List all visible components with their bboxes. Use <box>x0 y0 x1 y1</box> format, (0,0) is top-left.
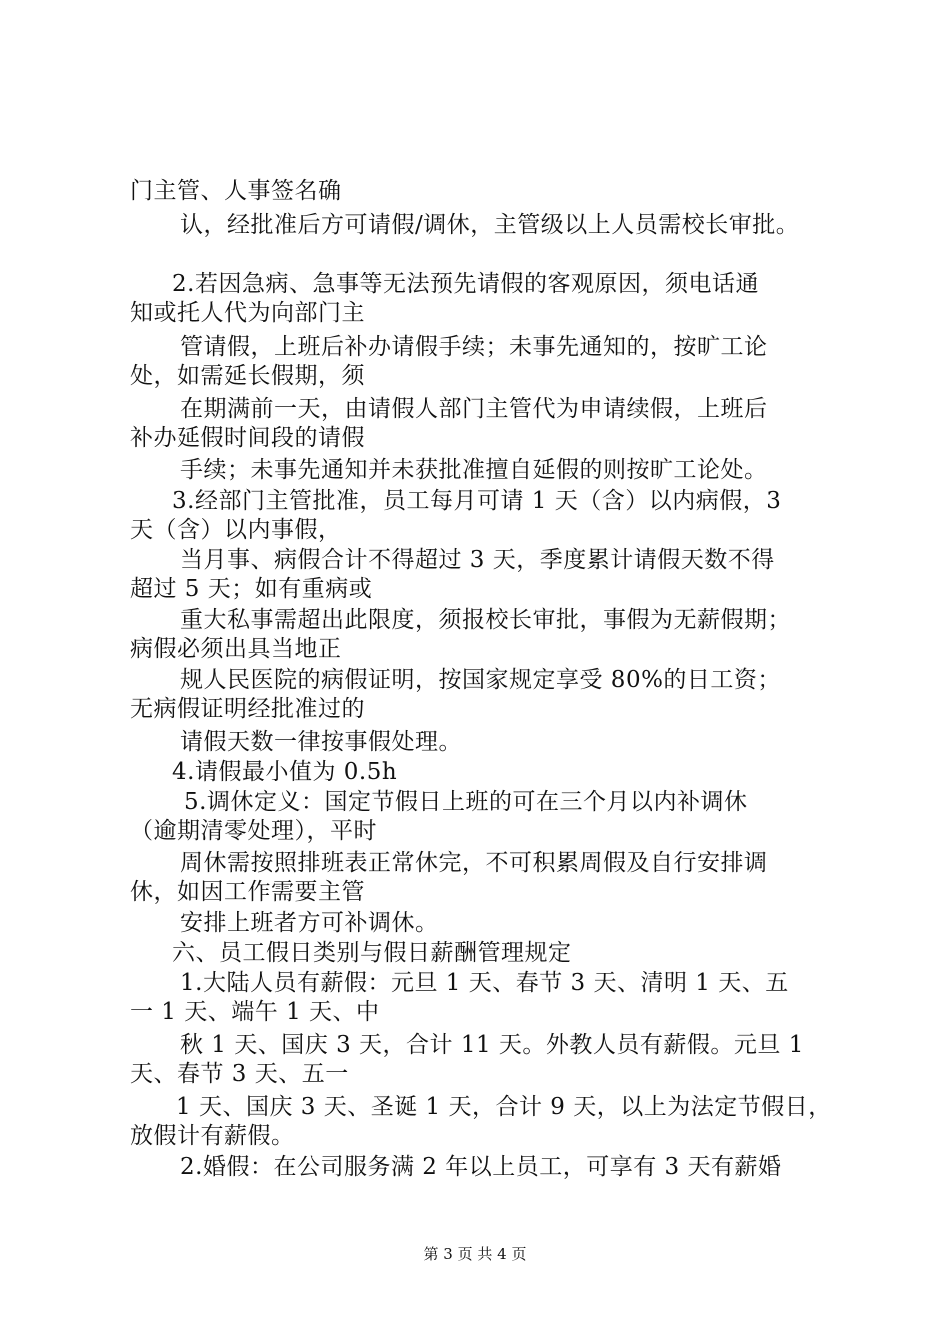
text-line: 补办延假时间段的请假 <box>130 425 365 451</box>
section-heading: 六、员工假日类别与假日薪酬管理规定 <box>172 940 572 966</box>
text-line: 1 天、国庆 3 天、圣诞 1 天，合计 9 天，以上为法定节假日， <box>176 1094 832 1120</box>
text-line: 无病假证明经批准过的 <box>130 696 365 722</box>
text-line: 超过 5 天；如有重病或 <box>130 576 373 602</box>
text-line: 1.大陆人员有薪假：元旦 1 天、春节 3 天、清明 1 天、五 <box>180 970 789 996</box>
text-line: 病假必须出具当地正 <box>130 636 342 662</box>
text-line: 天、春节 3 天、五一 <box>130 1061 349 1087</box>
text-line: 处，如需延长假期，须 <box>130 363 365 389</box>
text-line: 请假天数一律按事假处理。 <box>180 729 462 755</box>
text-line: 放假计有薪假。 <box>130 1123 295 1149</box>
text-line: 4.请假最小值为 0.5h <box>172 759 398 785</box>
text-line: 当月事、病假合计不得超过 3 天，季度累计请假天数不得 <box>180 547 775 573</box>
text-line: （逾期清零处理），平时 <box>130 818 377 844</box>
text-line: 知或托人代为向部门主 <box>130 300 365 326</box>
text-line: 3.经部门主管批准，员工每月可请 1 天（含）以内病假，3 <box>172 488 782 514</box>
text-line: 手续；未事先通知并未获批准擅自延假的则按旷工论处。 <box>180 457 768 483</box>
text-line: 在期满前一天，由请假人部门主管代为申请续假，上班后 <box>180 396 768 422</box>
text-line: 认，经批准后方可请假/调休，主管级以上人员需校长审批。 <box>180 212 800 238</box>
text-line: 周休需按照排班表正常休完，不可积累周假及自行安排调 <box>180 850 768 876</box>
text-line: 安排上班者方可补调休。 <box>180 910 439 936</box>
text-line: 秋 1 天、国庆 3 天，合计 11 天。外教人员有薪假。元旦 1 <box>180 1032 804 1058</box>
text-line: 休，如因工作需要主管 <box>130 879 365 905</box>
text-line: 2.婚假：在公司服务满 2 年以上员工，可享有 3 天有薪婚 <box>180 1154 782 1180</box>
text-line: 天（含）以内事假， <box>130 517 342 543</box>
text-line: 管请假，上班后补办请假手续；未事先通知的，按旷工论 <box>180 334 768 360</box>
text-line: 重大私事需超出此限度，须报校长审批，事假为无薪假期； <box>180 607 791 633</box>
text-line: 2.若因急病、急事等无法预先请假的客观原因，须电话通 <box>172 271 759 297</box>
text-line: 一 1 天、端午 1 天、中 <box>130 999 380 1025</box>
text-line: 5.调休定义：国定节假日上班的可在三个月以内补调休 <box>184 789 748 815</box>
text-line: 规人民医院的病假证明，按国家规定享受 80%的日工资； <box>180 667 781 693</box>
text-line: 门主管、人事签名确 <box>130 178 342 204</box>
page-number-footer: 第 3 页 共 4 页 <box>423 1245 527 1263</box>
